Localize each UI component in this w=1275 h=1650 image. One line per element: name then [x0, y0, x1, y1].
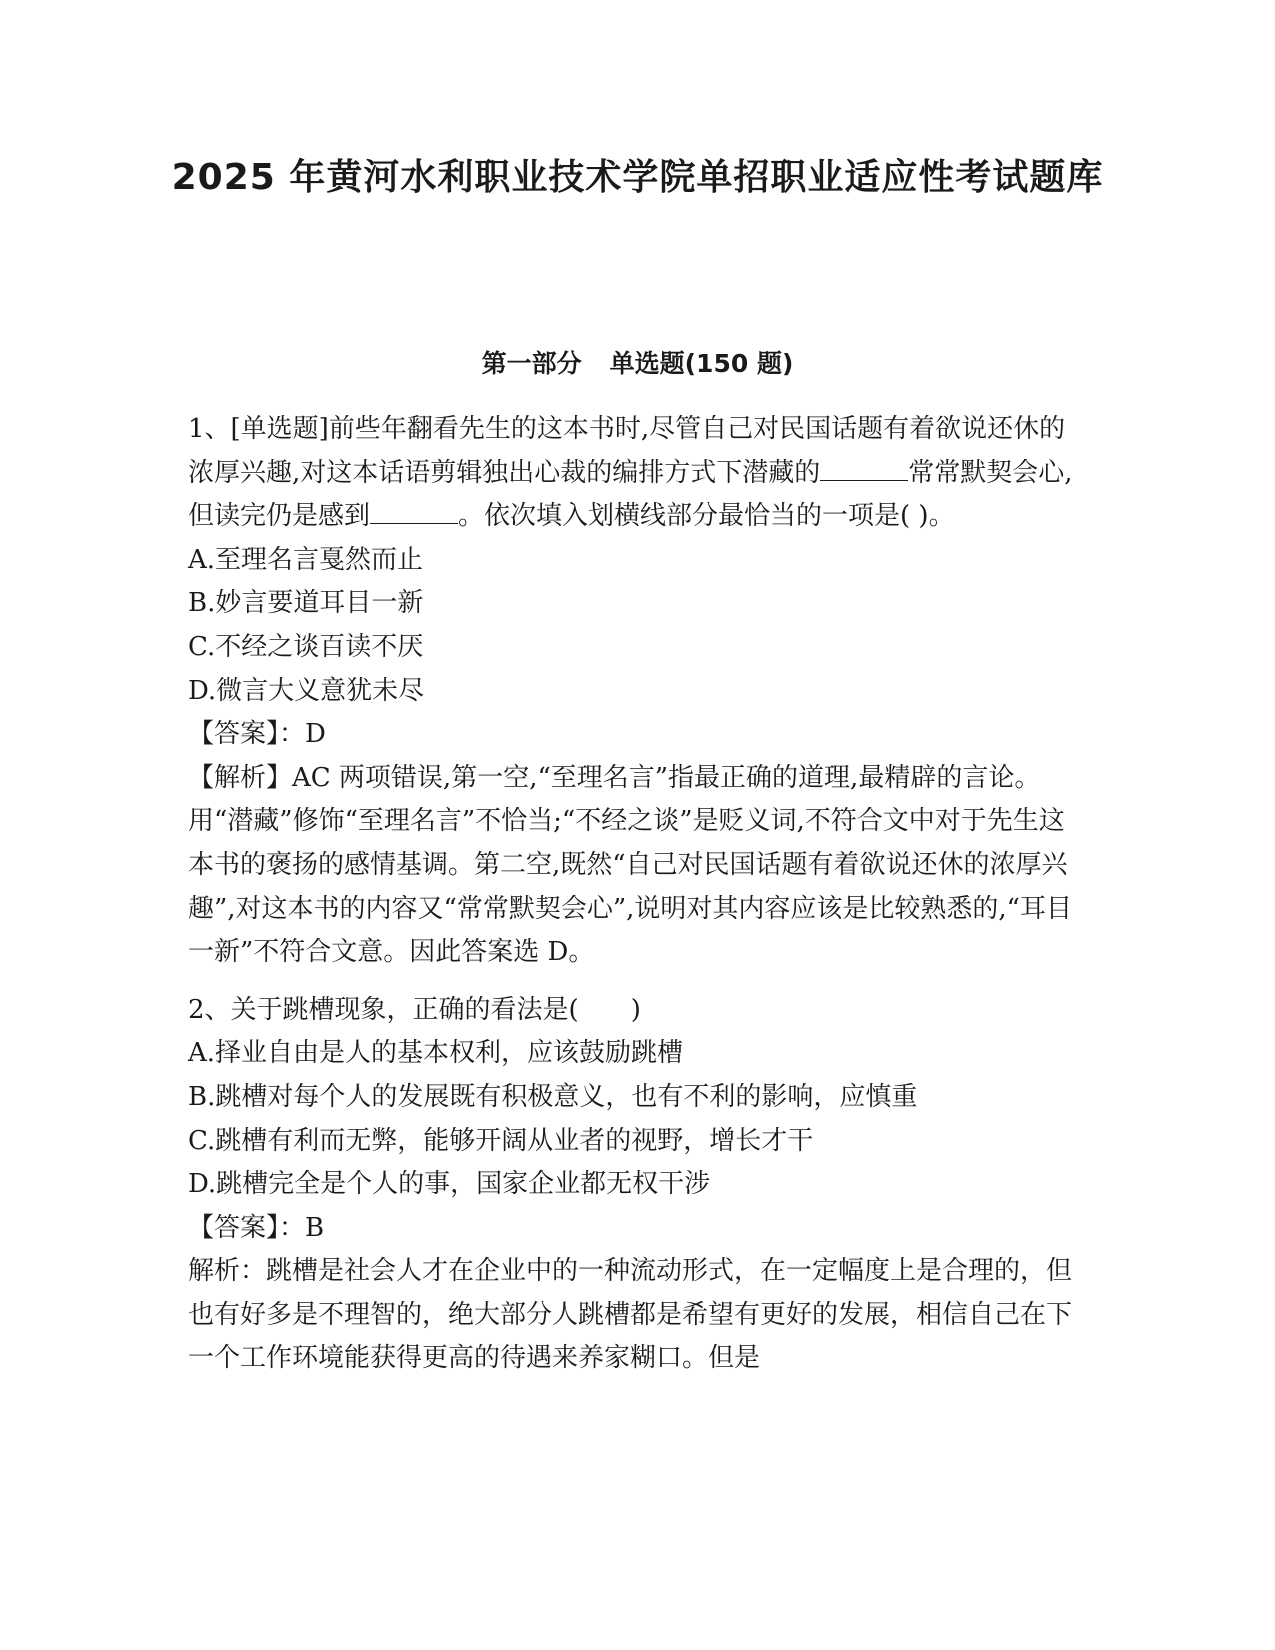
- question-stem: [188, 989, 1088, 1033]
- document-title: 2025 年黄河水利职业技术学院单招职业适应性考试题库: [171, 157, 1104, 198]
- section-part: 第一部分: [481, 349, 582, 378]
- question-list: [188, 408, 1088, 1395]
- analysis-paragraph: 解析：跳槽是社会人才在企业中的一种流动形式，在一定幅度上是合理的，但也有好多是不理智的，绝大部分人跳槽都是希望有更好的发展，相信自己在下一个工作环境能获得更高的待遇来养家糊口。但是: [188, 1256, 1073, 1374]
- fill-blank-1: [820, 460, 908, 481]
- stem-part-3: 。依次填入划横线部分最恰当的一项是( )。: [458, 501, 955, 532]
- analysis-paragraph: 【解析】AC 两项错误,第一空,“至理名言”指最正确的道理,最精辟的言论。用“潜藏”修饰“至理名言”不恰当;“不经之谈”是贬义词,不符合文中对于先生这本书的褒扬的感情基调。第二空,既然“自己对民国话题有着欲说还休的浓厚兴趣”,对这本书的内容又“常常默契会心”,说明对其内容应该是比较熟悉的,“耳目一新”不符合文意。因此答案选 D。: [188, 762, 1072, 968]
- stem-part-2: ): [630, 994, 641, 1025]
- question-2: [188, 989, 1088, 1381]
- section-heading: [150, 346, 1125, 382]
- option-a: A.择业自由是人的基本权利，应该鼓励跳槽: [188, 1038, 684, 1069]
- stem-part-2: 常常默契会心,但读完仍是感到: [188, 457, 1073, 532]
- question-stem: [188, 408, 1088, 539]
- stem-part-1: 1、[单选题]前些年翻看先生的这本书时,尽管自己对民国话题有着欲说还休的浓厚兴趣,对这本话语剪辑独出心裁的编排方式下潜藏的: [188, 414, 1066, 488]
- option-c: C.不经之谈百读不厌: [188, 631, 424, 662]
- section-name: 单选题(150 题): [609, 349, 794, 378]
- option-c: C.跳槽有利而无弊，能够开阔从业者的视野，增长才干: [188, 1125, 814, 1156]
- question-1: [188, 408, 1088, 975]
- fill-blank-2: [370, 503, 458, 524]
- stem-part-1: 2、关于跳槽现象，正确的看法是(: [188, 994, 579, 1025]
- option-d: D.跳槽完全是个人的事，国家企业都无权干涉: [188, 1169, 711, 1200]
- option-d: D.微言大义意犹未尽: [188, 675, 425, 706]
- option-a: A.至理名言戛然而止: [188, 544, 424, 575]
- answer-line: 【答案】：B: [188, 1212, 325, 1243]
- option-b: B.妙言要道耳目一新: [188, 588, 424, 619]
- option-b: B.跳槽对每个人的发展既有积极意义，也有不利的影响，应慎重: [188, 1081, 918, 1112]
- answer-line: 【答案】：D: [188, 719, 326, 750]
